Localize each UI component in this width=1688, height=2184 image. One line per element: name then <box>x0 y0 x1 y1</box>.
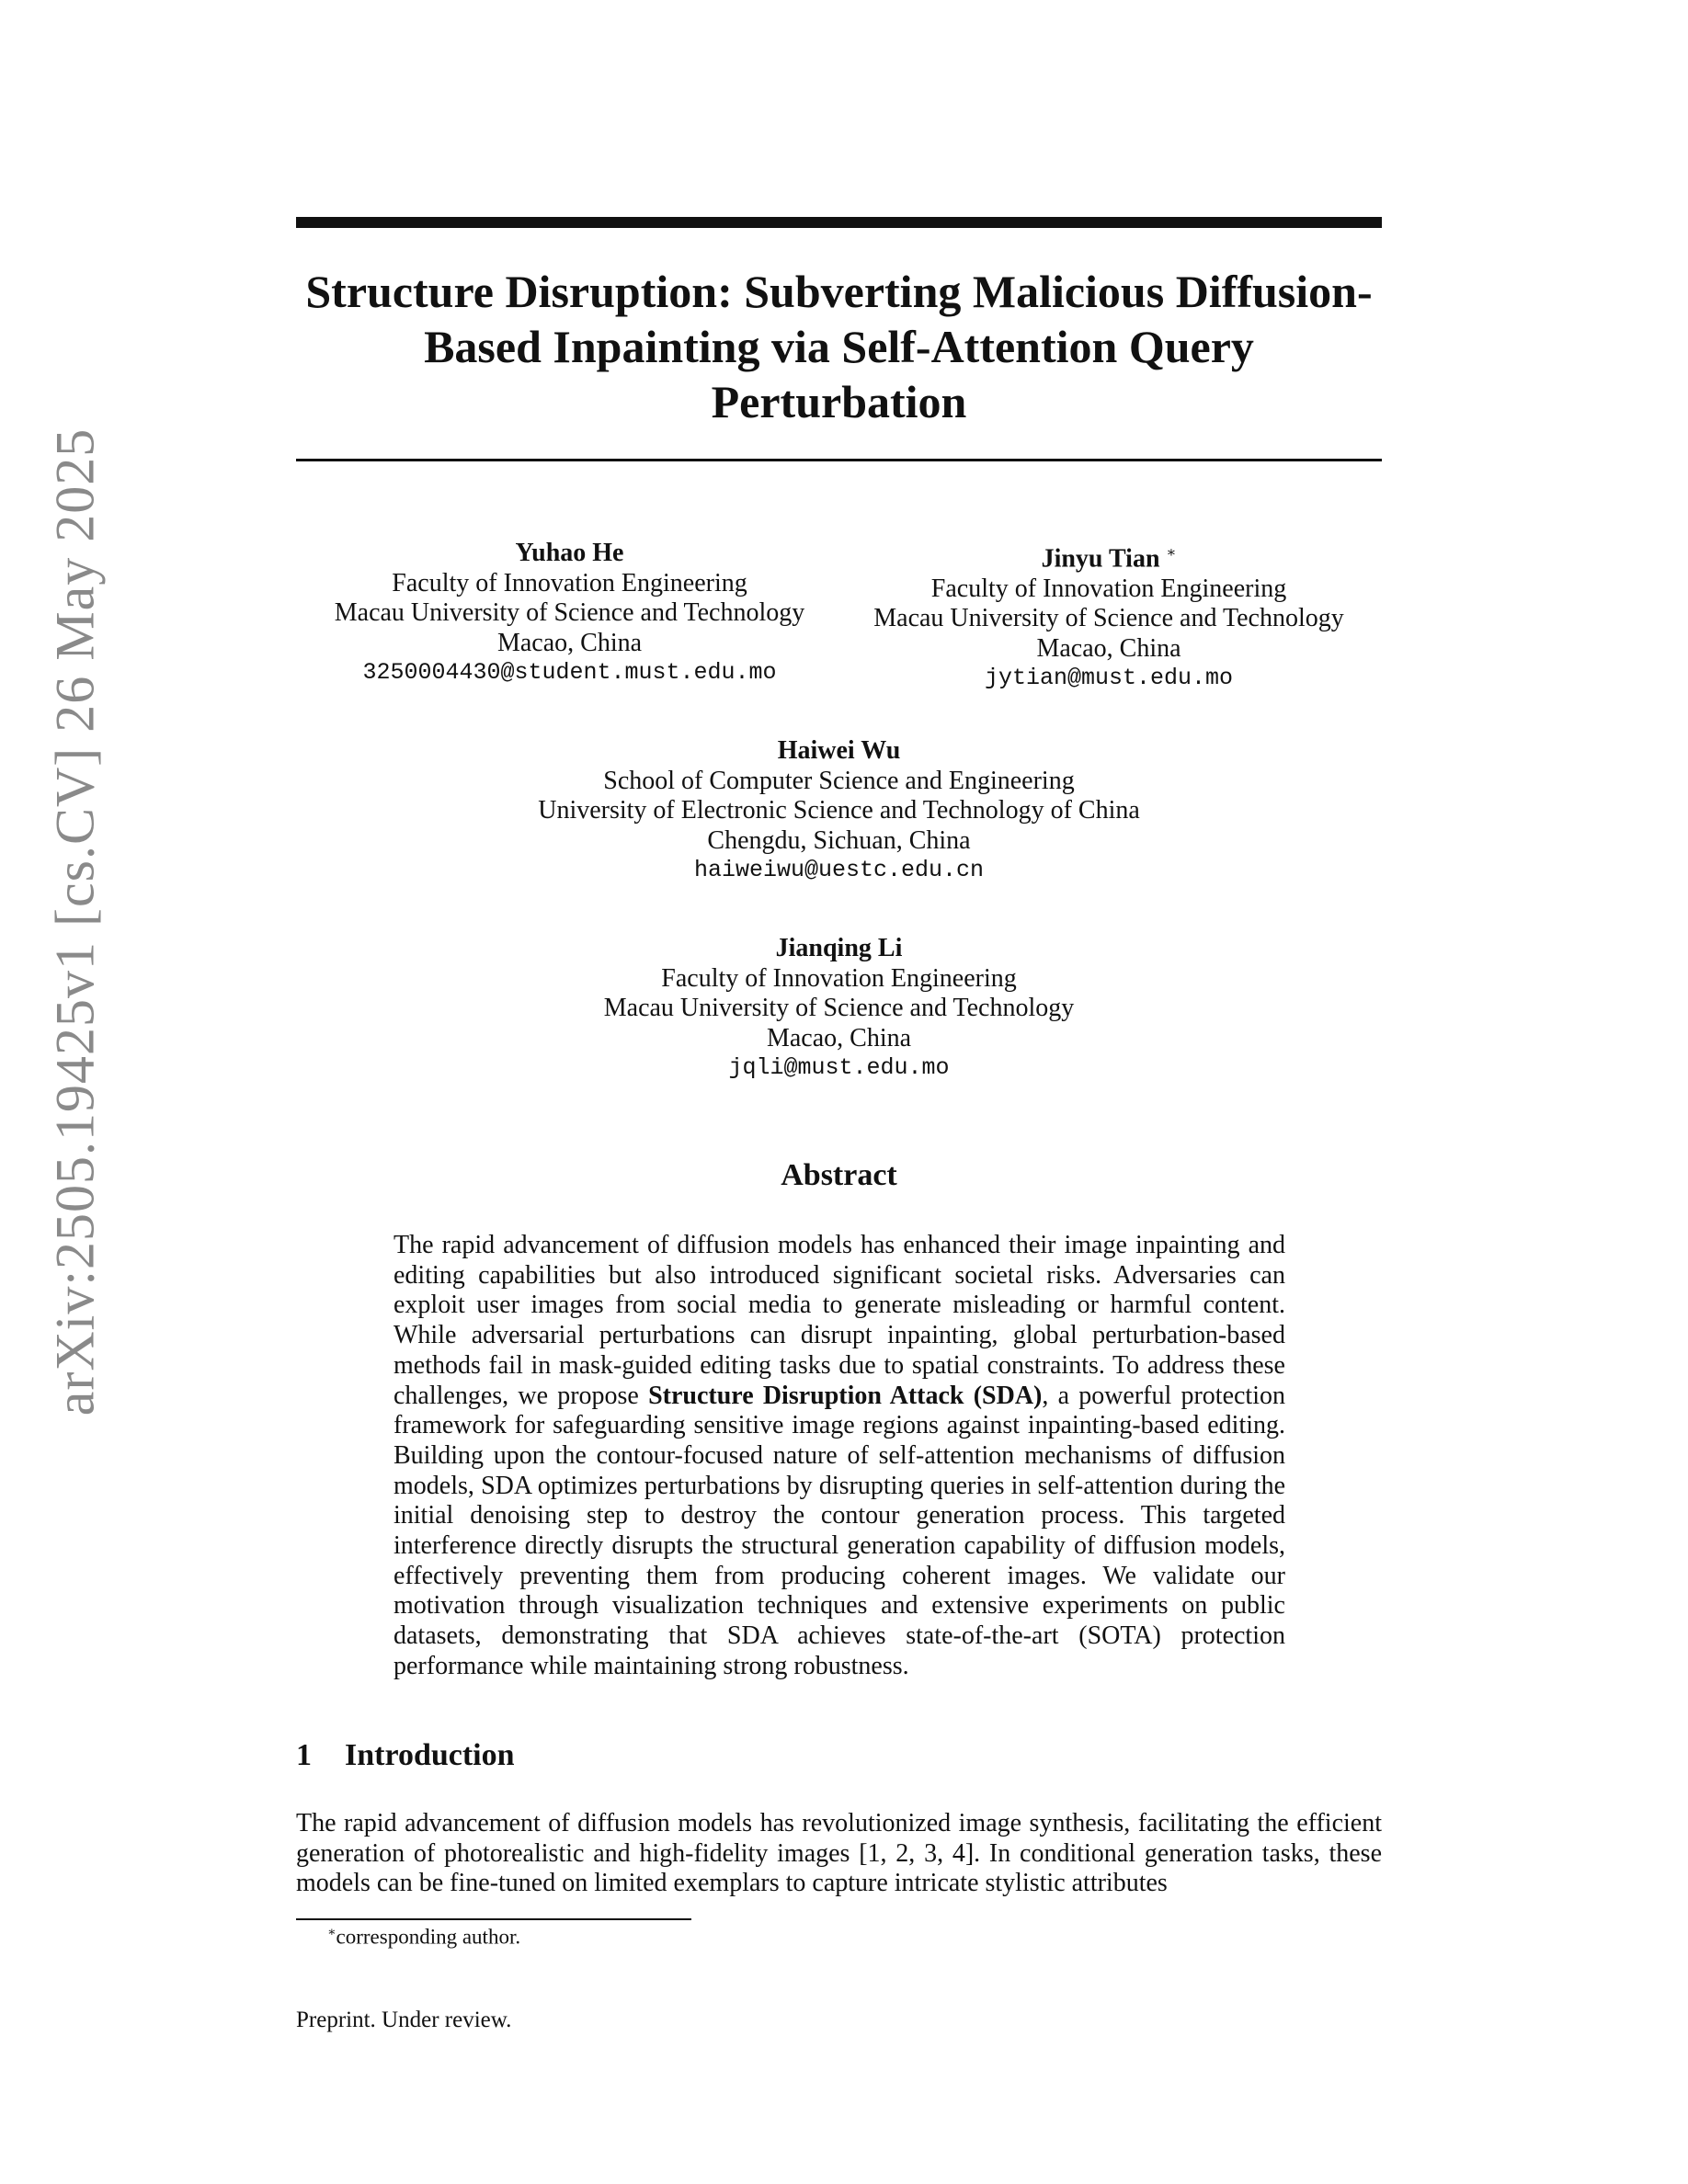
footnote <box>327 1925 520 1950</box>
author-name: Yuhao He <box>515 539 624 567</box>
title-top-rule <box>296 217 1382 228</box>
section-number: 1 <box>296 1738 312 1772</box>
author-institution: Macau University of Science and Technology <box>873 604 1344 633</box>
introduction-paragraph: The rapid advancement of diffusion models has revolutionized image synthesis, facilitating the efficient generation of photorealistic and high-fidelity images [1, 2, 3, 4]. In conditional generation tasks, these models can be fine-tuned on limited exemplars to capture intricate stylistic attributes <box>296 1809 1382 1898</box>
author-block-4 <box>296 934 1382 1084</box>
arxiv-identifier: arXiv:2505.19425v1 [cs.CV] 26 May 2025 <box>44 427 106 1416</box>
section-heading-introduction <box>296 1738 515 1773</box>
author-department: Faculty of Innovation Engineering <box>661 963 1017 993</box>
abstract-heading: Abstract <box>781 1158 897 1192</box>
author-location: Macao, China <box>1036 633 1181 663</box>
author-department: Faculty of Innovation Engineering <box>930 574 1287 603</box>
author-block-1 <box>296 539 843 688</box>
section-title: Introduction <box>345 1738 515 1772</box>
author-institution: University of Electronic Science and Technology of China <box>538 796 1140 825</box>
author-institution: Macau University of Science and Technology <box>334 598 805 627</box>
author-name: Haiwei Wu <box>777 736 901 765</box>
author-block-2 <box>836 539 1382 694</box>
title-bottom-rule <box>296 459 1382 461</box>
author-name: Jinyu Tian ∗ <box>1041 544 1177 574</box>
abstract-text-part-2: , a powerful protection framework for safeguarding sensitive image regions against inpainting-based editing. Building upon the contour-focused nature of self-attention mechanisms of diffusion models, SDA optimizes perturbations by disrupting queries in self-attention during the initial denoising step to destroy the contour generation process. This targeted interference directly disrupts the structural generation capability of diffusion models, effectively preventing them from producing coherent images. We validate our motivation through visualization techniques and extensive experiments on public datasets, demonstrating that SDA achieves state-of-the-art (SOTA) protection performance while maintaining strong robustness. <box>393 1381 1285 1680</box>
author-location: Macao, China <box>496 628 643 657</box>
abstract-method-name: Structure Disruption Attack (SDA) <box>648 1381 1043 1410</box>
author-department: Faculty of Innovation Engineering <box>392 568 747 597</box>
author-department: School of Computer Science and Engineering <box>603 766 1075 795</box>
author-email[interactable]: 3250004430@student.must.edu.mo <box>362 659 777 686</box>
footnote-mark: ∗ <box>327 1926 336 1939</box>
author-email[interactable]: jytian@must.edu.mo <box>984 665 1234 692</box>
author-institution: Macau University of Science and Technology <box>603 994 1075 1022</box>
paper-title: Structure Disruption: Subverting Malicious Diffusion-Based Inpainting via Self-Attention Query Perturbation <box>305 266 1373 427</box>
footnote-text: corresponding author. <box>336 1925 521 1949</box>
author-block-3 <box>296 736 1382 886</box>
author-email[interactable]: jqli@must.edu.mo <box>728 1054 950 1081</box>
abstract-text-part-1: The rapid advancement of diffusion models has enhanced their image inpainting and editing capabilities but also introduced significant societal risks. Adversaries can exploit user images from social media to generate misleading or harmful content. While adversarial perturbations can disrupt inpainting, global perturbation-based methods fail in mask-guided editing tasks due to spatial constraints. To address these challenges, we propose <box>393 1231 1285 1410</box>
author-name: Jianqing Li <box>775 934 903 962</box>
corresponding-author-mark: ∗ <box>1166 545 1177 561</box>
preprint-note: Preprint. Under review. <box>296 2008 512 2032</box>
author-location: Chengdu, Sichuan, China <box>707 825 971 855</box>
author-location: Macao, China <box>766 1023 912 1052</box>
abstract-body <box>393 1231 1285 1682</box>
author-email[interactable]: haiweiwu@uestc.edu.cn <box>693 857 985 883</box>
footnote-rule <box>296 1918 691 1920</box>
